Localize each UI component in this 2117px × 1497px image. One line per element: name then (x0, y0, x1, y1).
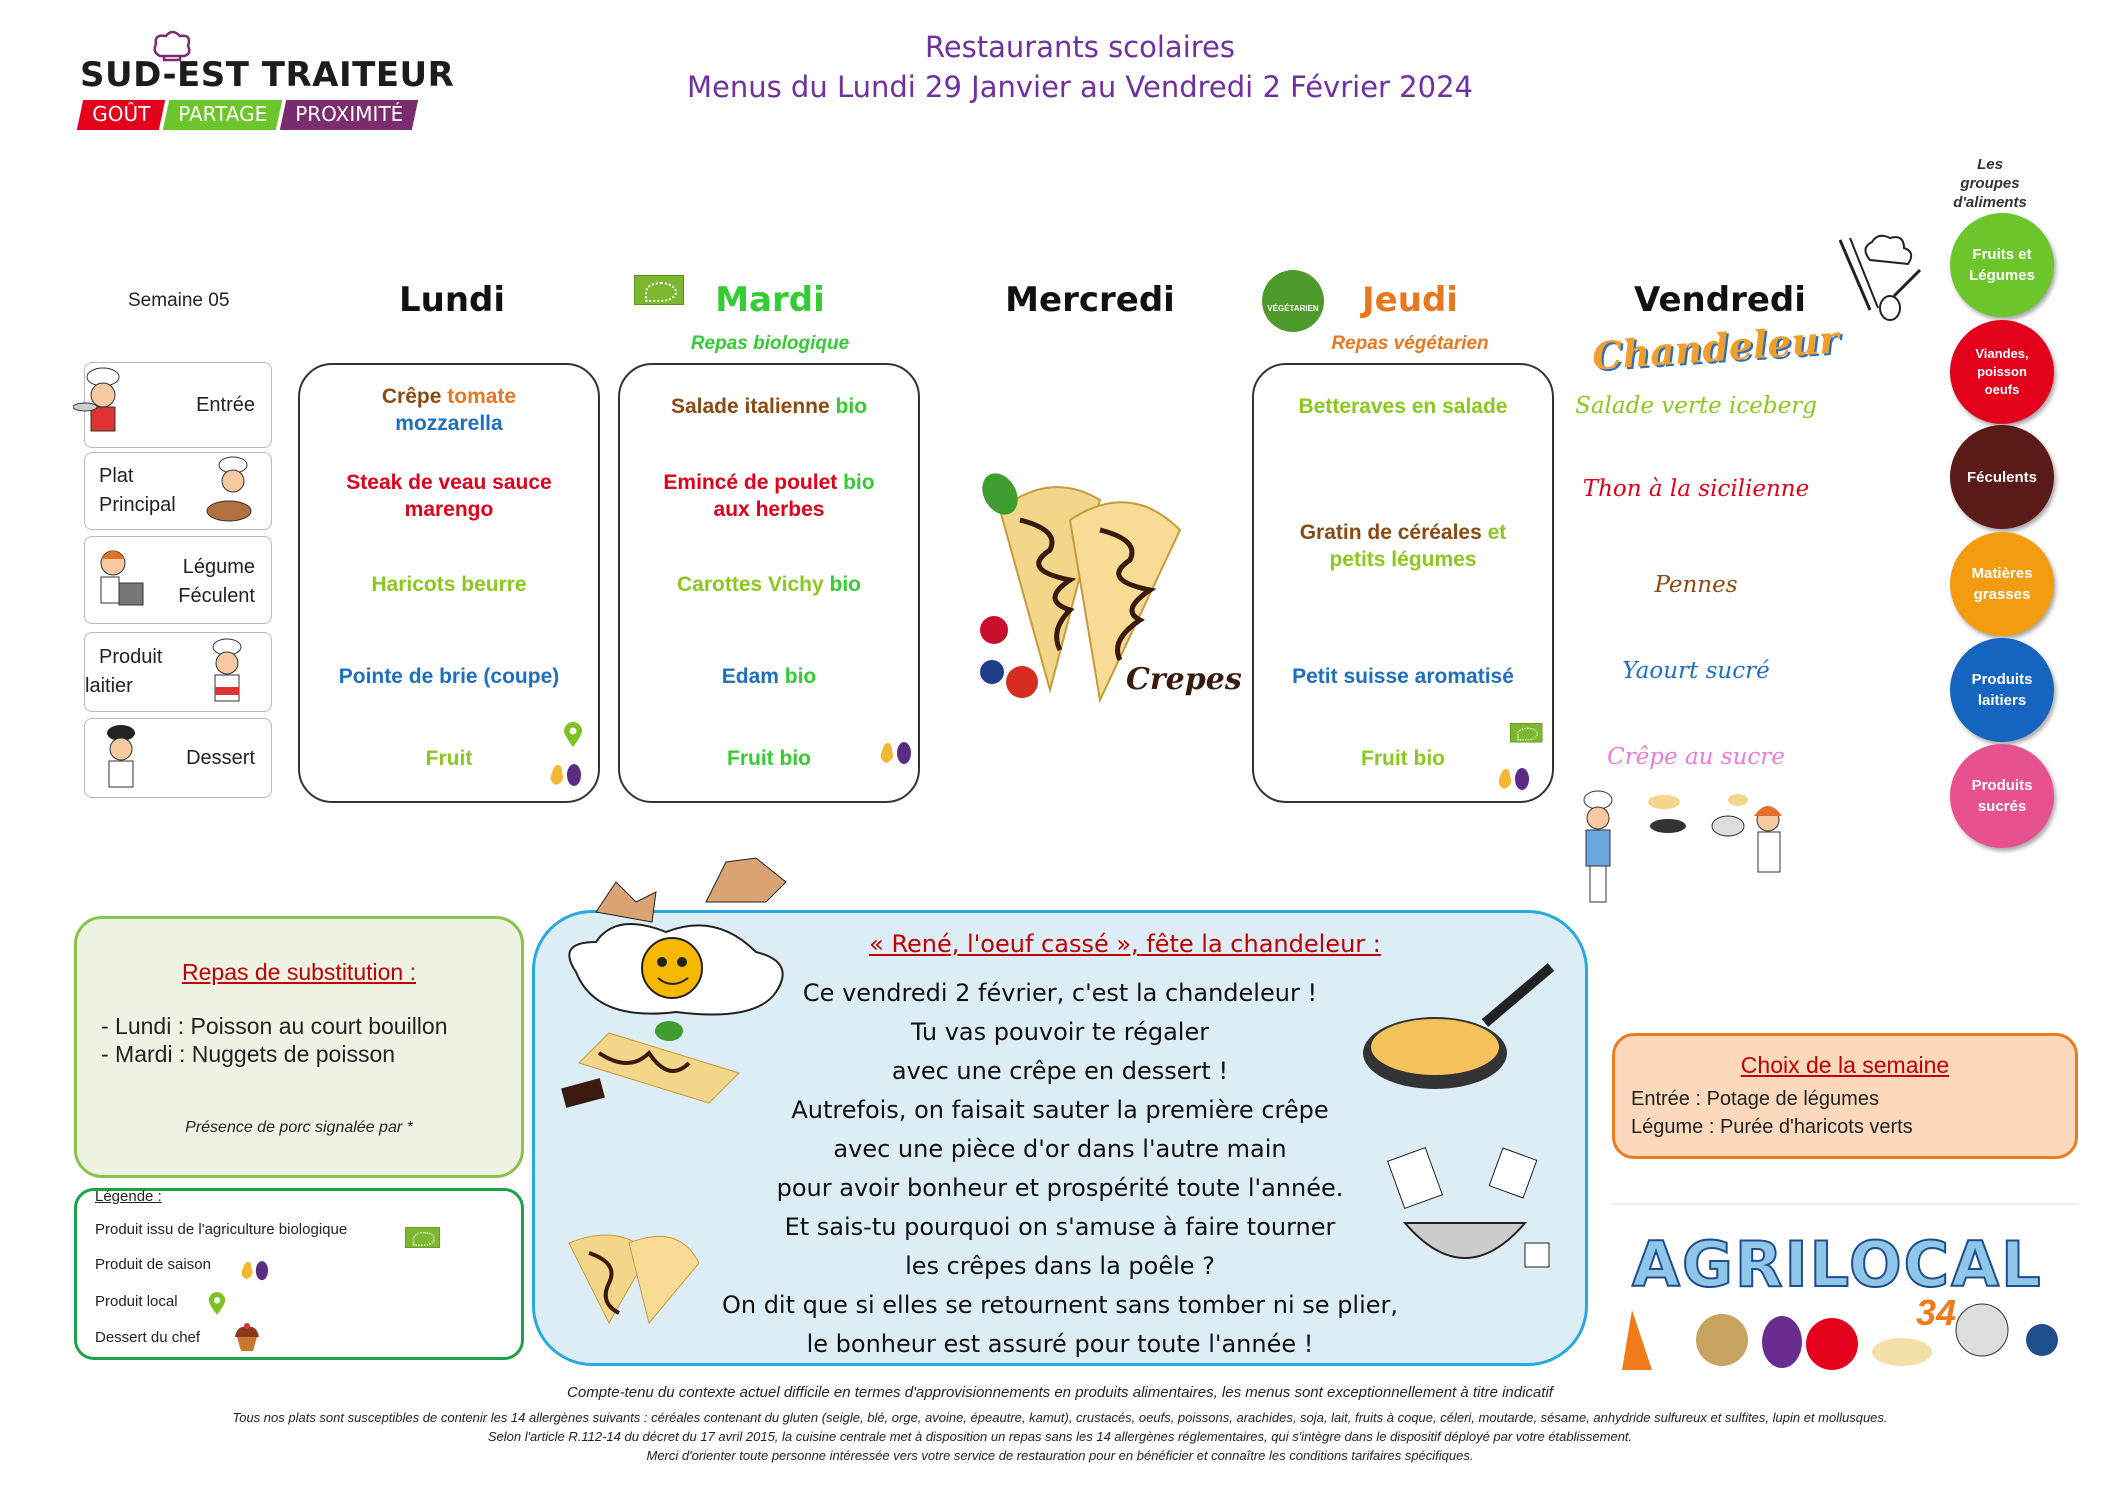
logo-tag-gout: GOÛT (77, 100, 165, 130)
seasonal-fruit-icon (546, 757, 586, 787)
frying-pan-crepe-illustration (1355, 963, 1555, 1103)
page-subtitle: Menus du Lundi 29 Janvier au Vendredi 2 Février 2024 (686, 70, 1473, 104)
mardi-subtitle: Repas biologique (690, 333, 850, 354)
story-line: avec une crêpe en dessert ! (891, 1057, 1229, 1085)
lundi-legume: Haricots beurre (371, 573, 527, 596)
utensils-icon (1830, 230, 1930, 326)
chefs-flipping-crepes-illustration (1568, 786, 1828, 916)
food-group-fruits-legumes: Fruits et Légumes (1950, 213, 2054, 317)
agrilocal-name: AGRILOCAL (1632, 1228, 2043, 1301)
story-line: Ce vendredi 2 février, c'est la chandeleur ! (802, 979, 1318, 1007)
day-vendredi: Vendredi (1634, 280, 1806, 320)
legend-title: Légende : (95, 1188, 162, 1205)
menu-column-jeudi (1252, 363, 1554, 803)
mardi-entree: Salade italienne bio (670, 395, 868, 418)
crepes-plate-illustration (559, 1213, 709, 1333)
jeudi-entree: Betteraves en salade (1298, 395, 1508, 418)
divider (1612, 1203, 2078, 1205)
day-mardi: Mardi (715, 280, 825, 320)
mardi-legume: Carottes Vichy bio (676, 573, 861, 596)
food-group-matieres-grasses: Matières grasses (1950, 532, 2054, 636)
agrilocal-number: 34 (1916, 1292, 1957, 1333)
baking-ingredients-illustration (1385, 1133, 1555, 1283)
logo-tag-partage: PARTAGE (163, 100, 282, 130)
agrilocal-logo (1612, 1210, 2068, 1370)
logo-tags (80, 100, 419, 130)
chef-boy-icon (95, 723, 155, 795)
bio-leaf-icon (634, 275, 684, 310)
chef-cooking-icon (201, 455, 261, 527)
lundi-laitier: Pointe de brie (coupe) (338, 665, 560, 688)
vendredi-dessert: Crêpe au sucre (1607, 744, 1785, 770)
story-line: Et sais-tu pourquoi on s'amuse à faire tourner (784, 1213, 1336, 1241)
choix-semaine-box (1612, 1033, 2078, 1159)
seasonal-fruit-icon (237, 1255, 273, 1281)
vendredi-laitier: Yaourt sucré (1622, 658, 1770, 684)
jeudi-subtitle: Repas végétarien (1331, 333, 1489, 354)
bio-leaf-icon (1510, 723, 1543, 746)
seasonal-fruit-icon (876, 735, 916, 765)
agrilocal-characters (1612, 1270, 2068, 1370)
category-label: Plat (99, 465, 134, 487)
footer-disclaimer: Compte-tenu du contexte actuel difficile en termes d'approvisionnements en produits alimentaires, les menus sont exceptionnellement à titre indicatif (567, 1384, 1553, 1401)
story-line: Autrefois, on faisait sauter la première crêpe (791, 1096, 1329, 1124)
jeudi-plat: Gratin de céréales et petits légumes (1299, 521, 1507, 571)
cupcake-icon (233, 1323, 261, 1353)
story-line: avec une pièce d'or dans l'autre main (833, 1135, 1287, 1163)
crepes-label: Crepes (1126, 662, 1242, 697)
category-label: Légume (182, 556, 255, 578)
food-group-produits-laitiers: Produits laitiers (1950, 638, 2054, 742)
local-pin-icon (562, 721, 584, 749)
vendredi-legume: Pennes (1654, 572, 1738, 598)
category-dessert (84, 718, 272, 798)
chef-girl-icon (89, 543, 149, 615)
day-mercredi: Mercredi (1005, 280, 1175, 320)
footer-contact: Merci d'orienter toute personne intéressée vers votre service de restauration pour en bénéficier et connaître les conditions tarifaires spécifiques. (646, 1448, 1474, 1463)
story-line: le bonheur est assuré pour toute l'année ! (806, 1330, 1314, 1358)
local-pin-icon (207, 1291, 227, 1317)
category-label: Dessert (186, 747, 255, 769)
choix-line: Légume : Purée d'haricots verts (1631, 1116, 1913, 1138)
footer-allergens: Tous nos plats sont susceptibles de contenir les 14 allergènes suivants : céréales contenant du gluten (seigle, blé, orge, avoine, épeautre, kamut), crustacés, oeufs, poissons, arachides, soja, lait, fruits à coque, céleri, moutarde, sésame, anhydride sulfureux et sulfites, lupin et mollusques. (232, 1410, 1888, 1425)
mardi-laitier: Edam bio (721, 665, 817, 688)
logo-name: SUD-EST TRAITEUR (80, 55, 455, 95)
lundi-entree: Crêpe tomate mozzarella (381, 385, 517, 435)
menu-column-lundi (298, 363, 600, 803)
bio-leaf-icon (405, 1227, 440, 1252)
category-label: Principal (99, 494, 176, 516)
story-line: pour avoir bonheur et prospérité toute l'année. (776, 1174, 1344, 1202)
menu-column-mardi (618, 363, 920, 803)
substitution-line: - Mardi : Nuggets de poisson (101, 1041, 396, 1067)
category-label: Produit (99, 646, 163, 668)
logo-tag-proximite: PROXIMITÉ (280, 100, 418, 130)
food-groups-title: Les groupes d'aliments (1953, 156, 2027, 211)
category-legume (84, 536, 272, 624)
mardi-plat: Emincé de poulet bio aux herbes (663, 471, 875, 521)
seasonal-fruit-icon (1494, 761, 1534, 791)
legend-local: Produit local (95, 1293, 178, 1310)
jeudi-dessert: Fruit bio (1361, 747, 1445, 770)
food-group-viandes: Viandes, poisson oeufs (1950, 320, 2054, 424)
lundi-plat: Steak de veau sauce marengo (346, 471, 552, 521)
day-jeudi: Jeudi (1362, 280, 1458, 320)
jeudi-laitier: Petit suisse aromatisé (1292, 665, 1514, 688)
category-entree (84, 362, 272, 448)
vendredi-plat: Thon à la sicilienne (1582, 476, 1810, 502)
choix-line: Entrée : Potage de légumes (1631, 1088, 1879, 1110)
substitution-line: - Lundi : Poisson au court bouillon (101, 1013, 448, 1039)
food-group-feculents: Féculents (1950, 425, 2054, 529)
footer-article: Selon l'article R.112-14 du décret du 17 avril 2015, la cuisine centrale met à disposition un repas sans les 14 allergènes réglementaires, qui s'intègre dans le dispositif déployé par votre établissement. (487, 1429, 1633, 1444)
legend-bio: Produit issu de l'agriculture biologique (95, 1221, 348, 1238)
category-label: Féculent (178, 585, 255, 607)
porc-notice: Présence de porc signalée par * (185, 1119, 413, 1136)
page-title: Restaurants scolaires (924, 30, 1235, 64)
food-group-produits-sucres: Produits sucrés (1950, 744, 2054, 848)
legend-saison: Produit de saison (95, 1256, 211, 1273)
substitution-title: Repas de substitution : (182, 959, 416, 985)
substitution-box (74, 916, 524, 1178)
legend-box (74, 1188, 524, 1360)
category-label: laitier (85, 675, 133, 697)
lundi-dessert: Fruit (425, 747, 473, 770)
category-laitier (84, 632, 272, 712)
legend-chef: Dessert du chef (95, 1329, 201, 1346)
egg-mascot-illustration (556, 852, 806, 1022)
category-plat (84, 452, 272, 530)
day-lundi: Lundi (398, 280, 506, 320)
category-label: Entrée (196, 394, 255, 416)
story-title: « René, l'oeuf cassé », fête la chandeleur : (869, 930, 1381, 958)
vegetarien-icon: VÉGÉTARIEN (1262, 270, 1324, 332)
chef-thumbs-icon (197, 637, 257, 709)
chef-waiter-icon (73, 367, 133, 439)
week-label: Semaine 05 (128, 290, 230, 311)
story-line: Tu vas pouvoir te régaler (910, 1018, 1210, 1046)
choix-title: Choix de la semaine (1740, 1052, 1950, 1078)
crepe-roll-illustration (559, 1013, 759, 1133)
story-line: On dit que si elles se retournent sans tomber ni se plier, (721, 1291, 1399, 1319)
vendredi-entree: Salade verte iceberg (1575, 393, 1817, 419)
mardi-dessert: Fruit bio (727, 747, 811, 770)
chandeleur-title: Chandeleur (1590, 316, 1841, 379)
story-line: les crêpes dans la poêle ? (905, 1252, 1215, 1280)
